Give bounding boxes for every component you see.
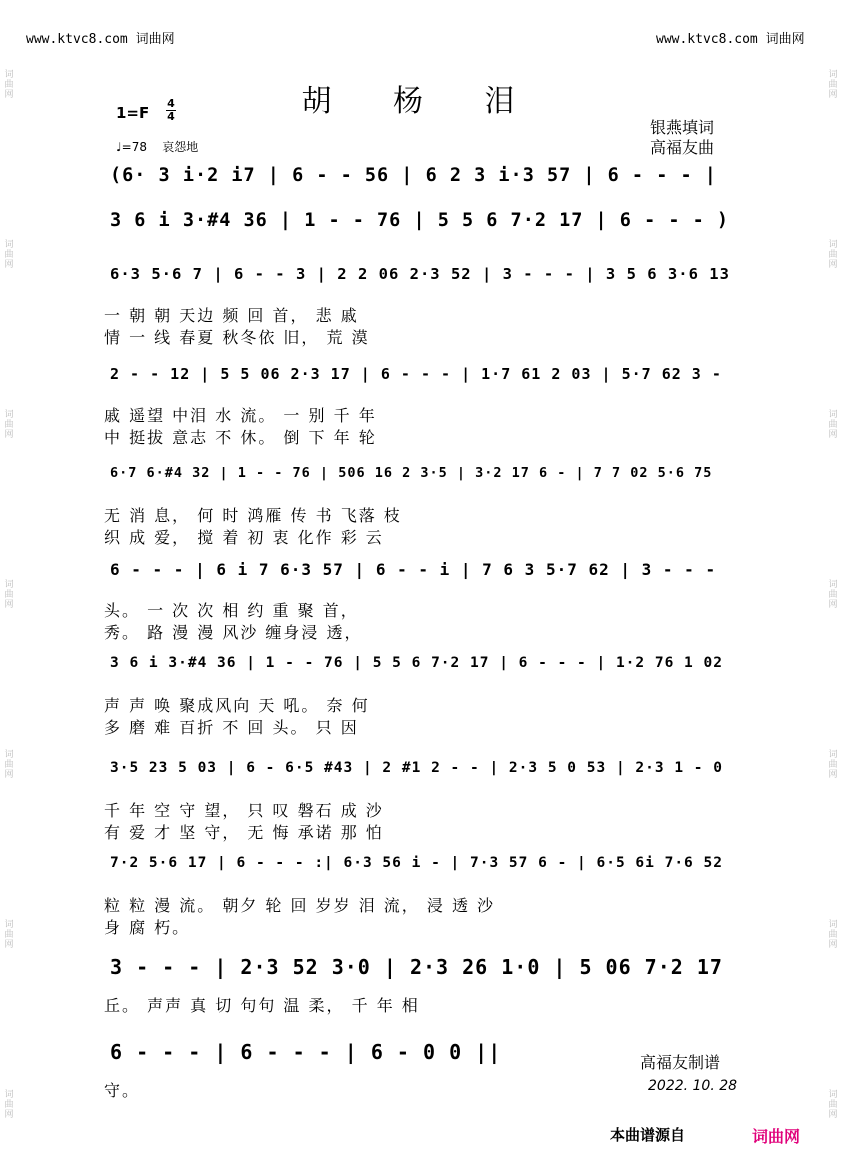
notation-system: 3·5 23 5 03 | 6 - 6·5 #43 | 2 #1 2 - - | 2·3 5 0 53 | 2·3 1 - 0	[110, 760, 723, 776]
tempo-marking: ♩=78 哀怨地	[116, 140, 199, 154]
score-maker: 高福友制谱	[640, 1053, 721, 1072]
lyric-line-verse-1: 声 声 唤 聚成风向 天 吼。 奈 何	[104, 696, 370, 715]
time-signature: $\frac{4}{4}$	[167, 97, 175, 123]
lyricist: 银燕填词	[650, 118, 715, 137]
lyric-line-verse-2: 织 成 爱， 搅 着 初 衷 化作 彩 云	[104, 528, 384, 547]
lyric-line-verse-1: 粒 粒 漫 流。 朝夕 轮 回 岁岁 泪 流， 浸 透 沙	[104, 896, 496, 915]
notation-system: 6·7 6·#4 32 | 1 - - 76 | 506 16 2 3·5 | 3·2 17 6 - | 7 7 02 5·6 75	[110, 465, 713, 481]
notation-system: 6 - - - | 6 i 7 6·3 57 | 6 - - i | 7 6 3 5·7 62 | 3 - - -	[110, 560, 717, 579]
credits	[650, 118, 714, 158]
site-logo: 词曲网	[752, 1127, 801, 1146]
notation-system: 3 - - - | 2·3 52 3·0 | 2·3 26 1·0 | 5 06 7·2 17	[110, 955, 723, 979]
notation-system: 7·2 5·6 17 | 6 - - - :| 6·3 56 i - | 7·3 57 6 - | 6·5 6i 7·6 52	[110, 855, 723, 871]
lyric-line-verse-2: 有 爱 才 坚 守， 无 悔 承诺 那 怕	[104, 823, 384, 842]
source-label: 本曲谱源自	[610, 1126, 686, 1144]
notation-system: (6· 3 i·2 i7 | 6 - - 56 | 6 2 3 i·3 57 | 6 - - - |	[110, 165, 717, 186]
lyric-line-verse-1: 头。 一 次 次 相 约 重 聚 首，	[104, 601, 359, 620]
lyric-line-verse-2: 身 腐 朽。	[104, 918, 191, 937]
lyric-line-verse-1: 戚 遥望 中泪 水 流。 一 别 千 年	[104, 406, 377, 425]
expression-marking: 哀怨地	[162, 140, 199, 154]
notation-system: 2 - - 12 | 5 5 06 2·3 17 | 6 - - - | 1·7 61 2 03 | 5·7 62 3 -	[110, 365, 722, 383]
composer: 高福友曲	[650, 138, 715, 157]
left-margin-watermark: 词曲网 词曲网 词曲网 词曲网 词曲网 词曲网 词曲网	[4, 70, 14, 1120]
lyric-line-verse-2: 秀。 路 漫 漫 风沙 缠身浸 透，	[104, 623, 363, 642]
site-watermark-left: www.ktvc8.com 词曲网	[26, 32, 175, 47]
notation-system: 3 6 i 3·#4 36 | 1 - - 76 | 5 5 6 7·2 17 | 6 - - - | 1·2 76 1 02	[110, 655, 723, 671]
lyric-line-verse-2: 情 一 线 春夏 秋冬依 旧， 荒 漠	[104, 328, 370, 347]
notation-system: 6 - - - | 6 - - - | 6 - 0 0 ||	[110, 1040, 502, 1064]
notation-system: 6·3 5·6 7 | 6 - - 3 | 2 2 06 2·3 52 | 3 - - - | 3 5 6 3·6 13	[110, 265, 730, 283]
song-title: 胡 杨 泪	[301, 84, 541, 119]
lyric-line-verse-1: 千 年 空 守 望， 只 叹 磐石 成 沙	[104, 801, 384, 820]
key-signature: 1=F	[116, 104, 150, 122]
lyric-line-verse-2: 中 挺拔 意志 不 休。 倒 下 年 轮	[104, 428, 377, 447]
score-date: 2022. 10. 28	[648, 1078, 738, 1094]
notation-system: 3 6 i 3·#4 36 | 1 - - 76 | 5 5 6 7·2 17 | 6 - - - )	[110, 210, 730, 231]
lyric-line-verse-1: 守。	[104, 1081, 141, 1100]
lyric-line-verse-1: 丘。 声声 真 切 句句 温 柔， 千 年 相	[104, 996, 420, 1015]
site-watermark-right: www.ktvc8.com 词曲网	[656, 32, 805, 47]
lyric-line-verse-1: 一 朝 朝 天边 频 回 首， 悲 戚	[104, 306, 359, 325]
right-margin-watermark: 词曲网 词曲网 词曲网 词曲网 词曲网 词曲网 词曲网	[828, 70, 838, 1120]
lyric-line-verse-2: 多 磨 难 百折 不 回 头。 只 因	[104, 718, 359, 737]
lyric-line-verse-1: 无 消 息， 何 时 鸿雁 传 书 飞落 枝	[104, 506, 402, 525]
